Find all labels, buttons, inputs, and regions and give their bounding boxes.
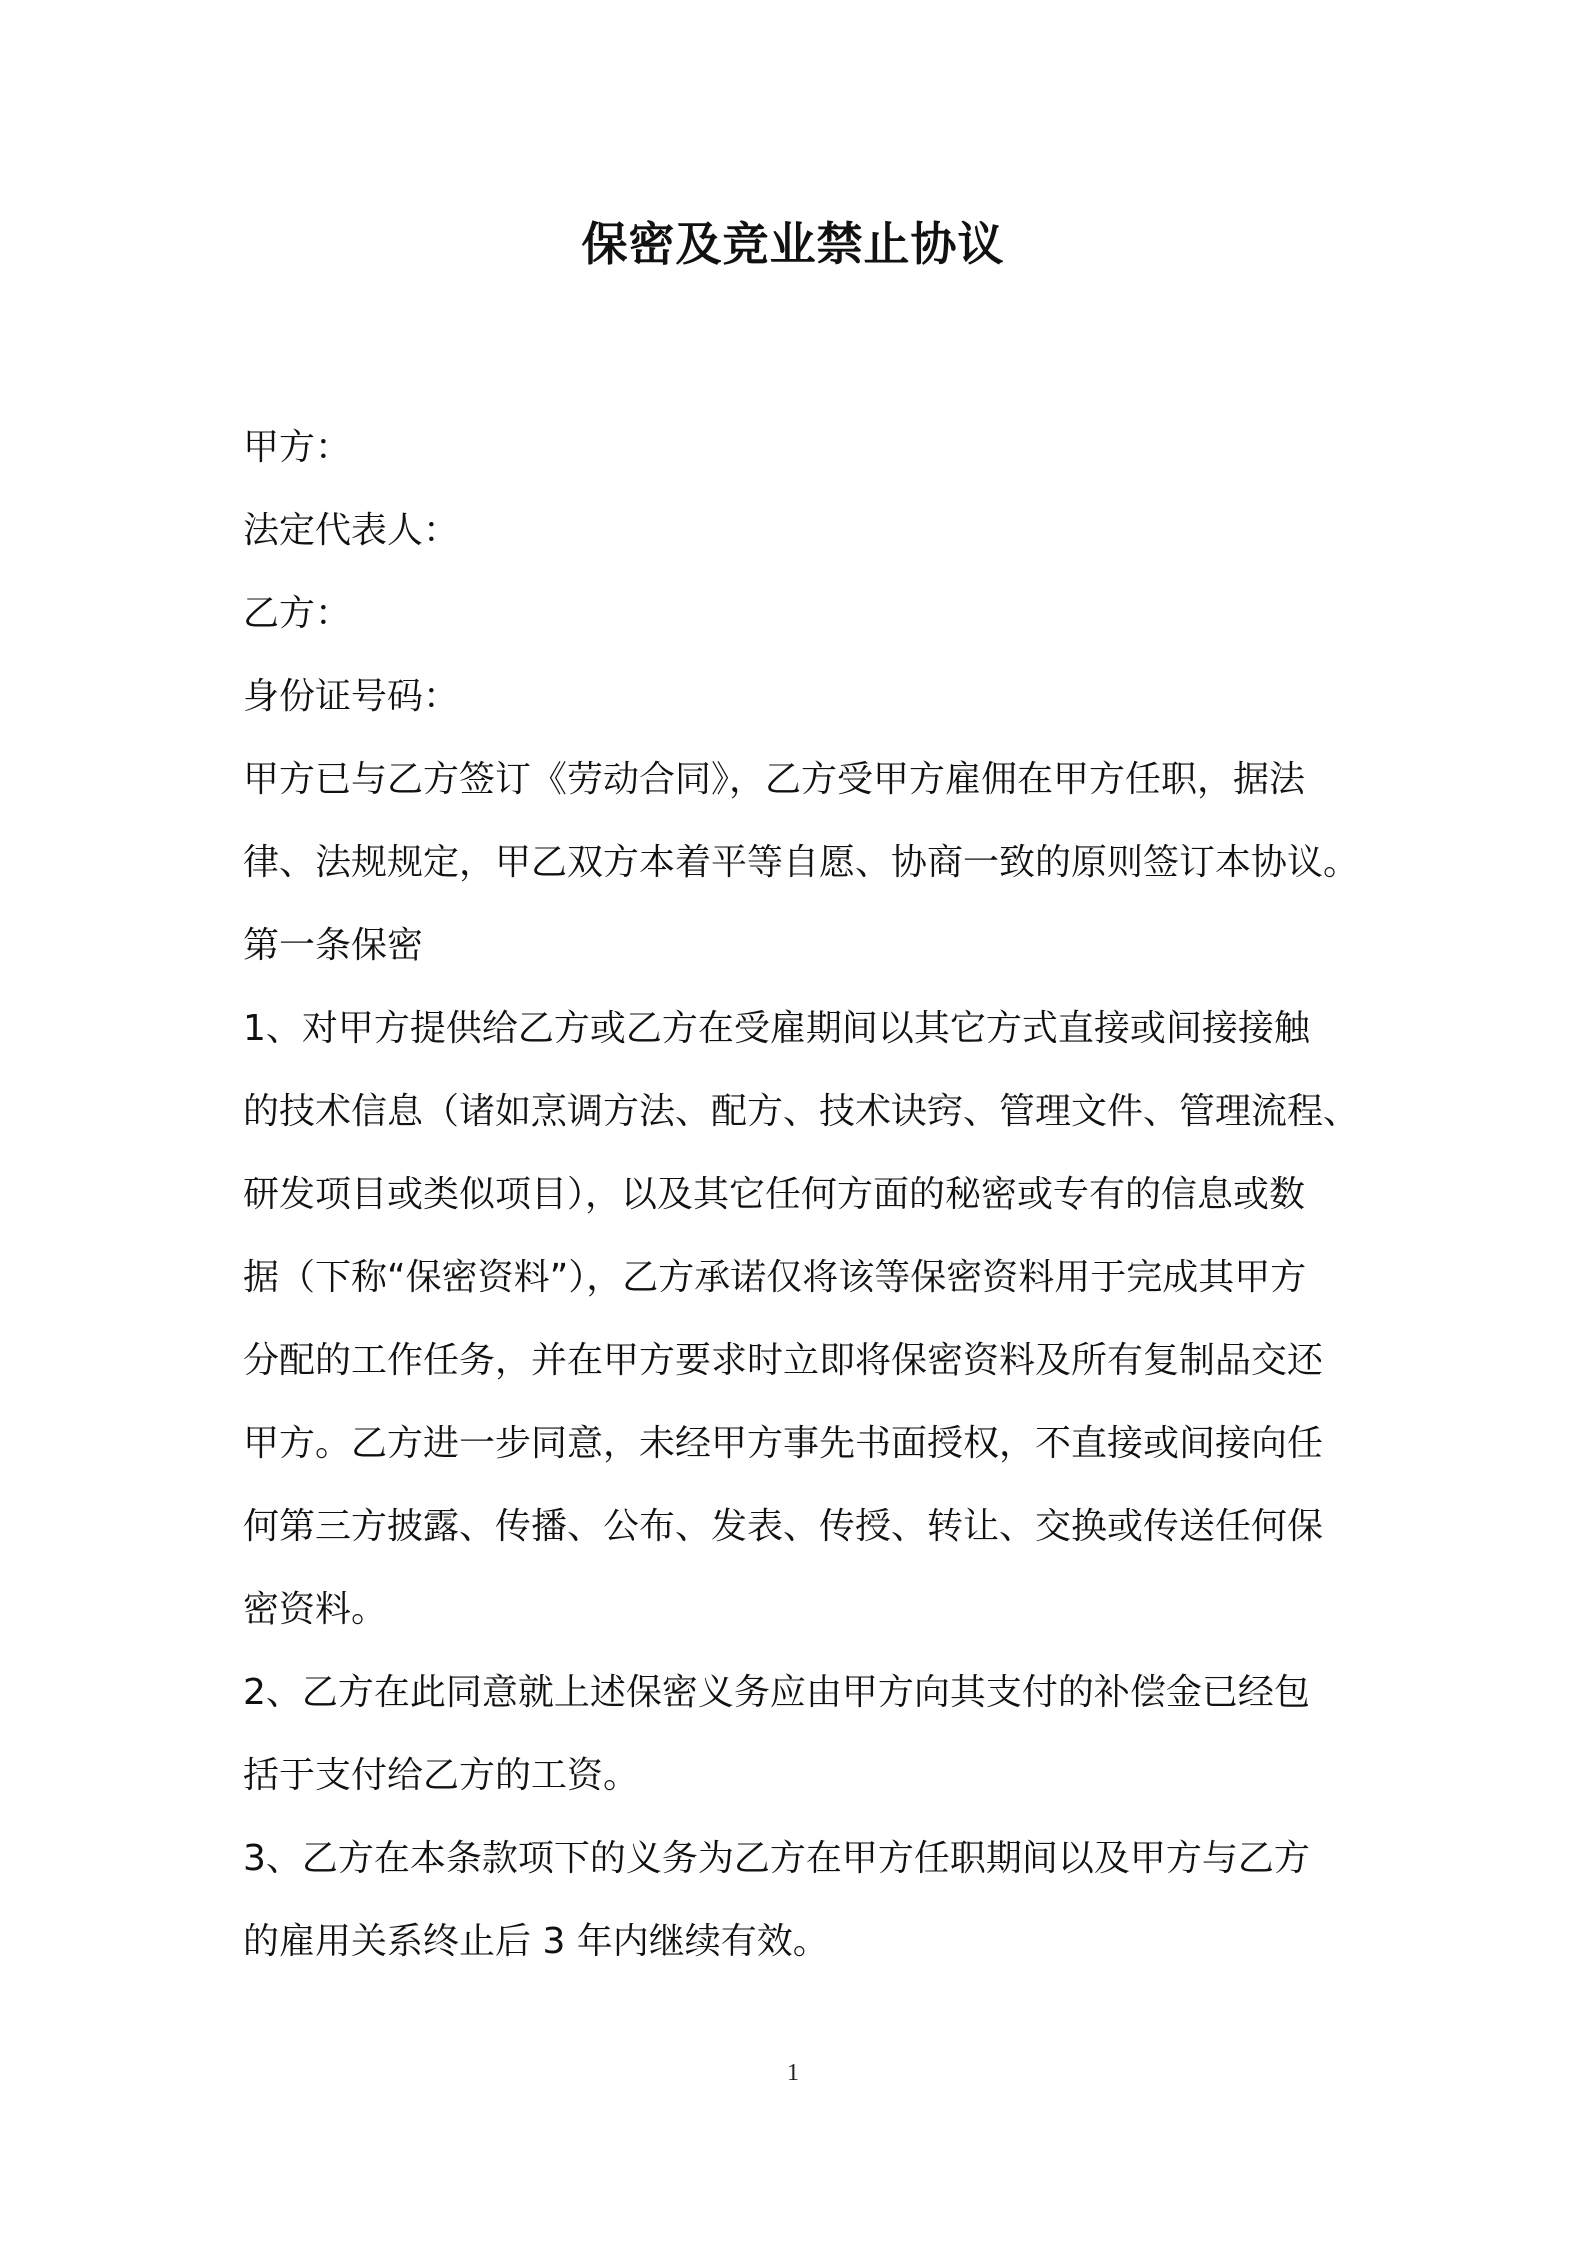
legal-representative-field: 法定代表人： <box>243 510 460 551</box>
clause-3-line: 的雇用关系终止后 3 年内继续有效。 <box>243 1921 829 1962</box>
document-body <box>243 406 1360 1983</box>
clause-1-line: 1、对甲方提供给乙方或乙方在受雇期间以其它方式直接或间接接触 <box>243 1008 1310 1049</box>
clause-1-line: 何第三方披露、传播、公布、发表、传授、转让、交换或传送任何保 <box>243 1506 1324 1547</box>
clause-2-line: 2、乙方在此同意就上述保密义务应由甲方向其支付的补偿金已经包 <box>243 1672 1310 1713</box>
page-number: 1 <box>787 2060 799 2086</box>
preamble-line: 甲方已与乙方签订《劳动合同》，乙方受甲方雇佣在甲方任职，据法 <box>243 759 1306 800</box>
article-1-heading: 第一条保密 <box>243 925 424 966</box>
clause-2-line: 括于支付给乙方的工资。 <box>243 1755 640 1796</box>
clause-3-line: 3、乙方在本条款项下的义务为乙方在甲方任职期间以及甲方与乙方 <box>243 1838 1310 1879</box>
clause-1-line: 分配的工作任务，并在甲方要求时立即将保密资料及所有复制品交还 <box>243 1340 1324 1381</box>
clause-1-line: 研发项目或类似项目），以及其它任何方面的秘密或专有的信息或数 <box>243 1174 1306 1215</box>
party-a-field: 甲方： <box>243 427 352 468</box>
document-title: 保密及竞业禁止协议 <box>581 217 1005 271</box>
party-b-field: 乙方： <box>243 593 352 634</box>
id-number-field: 身份证号码： <box>243 676 460 717</box>
preamble-line: 律、法规规定，甲乙双方本着平等自愿、协商一致的原则签订本协议。 <box>243 842 1360 883</box>
clause-1-line: 的技术信息（诸如烹调方法、配方、技术诀窍、管理文件、管理流程、 <box>243 1091 1360 1132</box>
clause-1-line: 密资料。 <box>243 1589 388 1630</box>
clause-1-line: 据（下称“保密资料”），乙方承诺仅将该等保密资料用于完成其甲方 <box>243 1257 1307 1298</box>
clause-1-line: 甲方。乙方进一步同意，未经甲方事先书面授权，不直接或间接向任 <box>243 1423 1324 1464</box>
